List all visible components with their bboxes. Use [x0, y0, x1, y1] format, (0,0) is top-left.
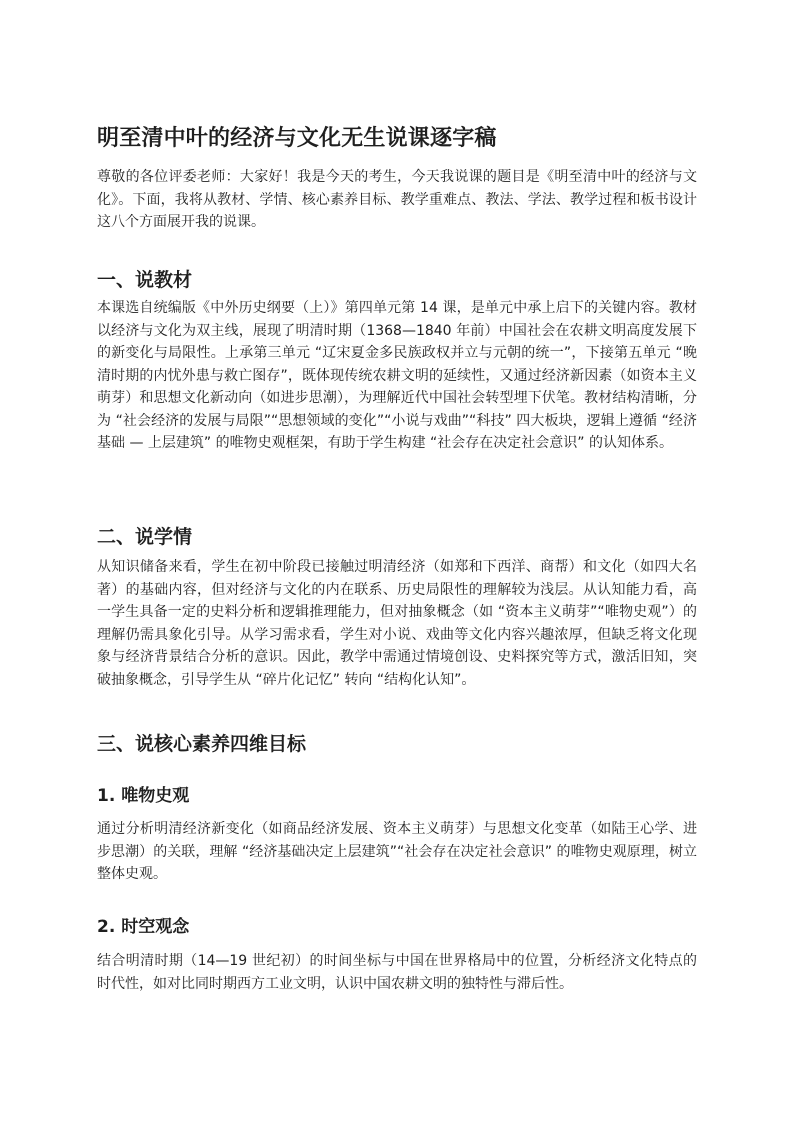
section-students-paragraph: 从知识储备来看，学生在初中阶段已接触过明清经济（如郑和下西洋、商帮）和文化（如四大名著）的基础内容，但对经济与文化的内在联系、历史局限性的理解较为浅层。从认知能力看，高一学生具备一定的史料分析和逻辑推理能力，但对抽象概念（如 “资本主义萌芽”“唯物史观”）的理解仍需具象化引导。从学习需求看，学生对小说、戏曲等文化内容兴趣浓厚，但缺乏将文化现象与经济背景结合分析的意识。因此，教学中需通过情境创设、史料探究等方式，激活旧知，突破抽象概念，引导学生从 “碎片化记忆” 转向 “结构化认知”。: [97, 559, 697, 688]
section-heading-textbook: 一、说教材: [97, 269, 193, 291]
section-heading-objectives: 三、说核心素养四维目标: [97, 733, 307, 755]
subsection-spacetime-block: [97, 950, 697, 995]
section-textbook-paragraph: 本课选自统编版《中外历史纲要（上）》第四单元第 14 课，是单元中承上启下的关键内容。教材以经济与文化为双主线，展现了明清时期（1368—1840 年前）中国社会在农耕文明高度发展下的新变化与局限性。上承第三单元 “辽宋夏金多民族政权并立与元朝的统一”，下接第五单元 “晚清时期的内忧外患与救亡图存”，既体现传统农耕文明的延续性，又通过经济新因素（如资本主义萌芽）和思想文化新动向（如进步思潮），为理解近代中国社会转型埋下伏笔。教材结构清晰，分为 “社会经济的发展与局限”“思想领域的变化”“小说与戏曲”“科技” 四大板块，逻辑上遵循 “经济基础 — 上层建筑” 的唯物史观框架，有助于学生构建 “社会存在决定社会意识” 的认知体系。: [97, 300, 697, 451]
subsection-heading-spacetime: 2. 时空观念: [97, 917, 190, 937]
section-students-block: [97, 556, 697, 691]
subsection-heading-materialism: 1. 唯物史观: [97, 786, 190, 806]
section-heading-students: 二、说学情: [97, 526, 193, 548]
intro-paragraph-block: [97, 166, 697, 234]
intro-paragraph: 尊敬的各位评委老师：大家好！我是今天的考生，今天我说课的题目是《明至清中叶的经济与文化》。下面，我将从教材、学情、核心素养目标、教学重难点、教法、学法、教学过程和板书设计这八个方面展开我的说课。: [97, 169, 697, 230]
subsection-materialism-block: [97, 818, 697, 886]
subsection-spacetime-paragraph: 结合明清时期（14—19 世纪初）的时间坐标与中国在世界格局中的位置，分析经济文化特点的时代性，如对比同时期西方工业文明，认识中国农耕文明的独特性与滞后性。: [97, 953, 697, 992]
section-textbook-block: [97, 297, 697, 455]
subsection-materialism-paragraph: 通过分析明清经济新变化（如商品经济发展、资本主义萌芽）与思想文化变革（如陆王心学、进步思潮）的关联，理解 “经济基础决定上层建筑”“社会存在决定社会意识” 的唯物史观原理，树立整体史观。: [97, 821, 697, 882]
document-title: 明至清中叶的经济与文化无生说课逐字稿: [97, 126, 497, 151]
